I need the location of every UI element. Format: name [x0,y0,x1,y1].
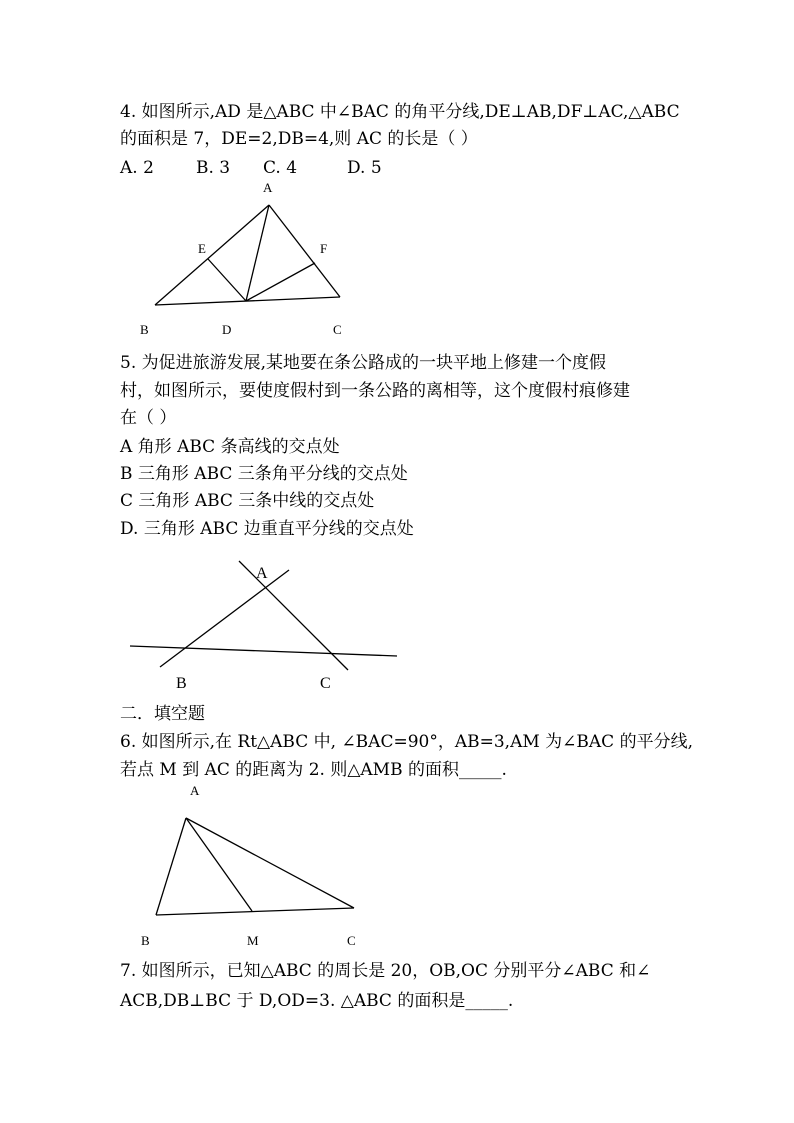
q4-label-d: D [222,322,232,337]
q4-label-f: F [320,241,328,256]
q4-label-e: E [198,241,206,256]
q4-text-line2: 的面积是 7，DE=2,DB=4,则 AC 的长是（ ） [120,129,478,149]
q4-seg-df [246,263,315,301]
q5-figure [125,555,405,695]
q5-option-a: A 角形 ABC 条高线的交点处 [120,437,340,457]
q4-option-b: B. 3 [196,158,231,178]
q6-seg-bc [156,908,354,915]
q5-option-d: D. 三角形 ABC 边重直平分线的交点处 [120,519,414,539]
q6-label-a: A [190,783,200,798]
q6-figure [135,780,370,950]
q5-label-c: C [320,675,331,692]
q6-seg-ab [156,818,186,915]
q4-option-c: C. 4 [263,158,298,178]
q6-label-b: B [141,933,150,948]
q4-option-a: A. 2 [120,158,154,178]
q4-seg-ad [246,205,269,301]
q6-text-line2: 若点 M 到 AC 的距离为 2. 则△AMB 的面积_____. [120,760,507,780]
q5-label-b: B [176,675,187,692]
q4-text-line1: 4. 如图所示,AD 是△ABC 中∠BAC 的角平分线,DE⊥AB,DF⊥AC,△ABC [120,102,680,122]
q5-text-line1: 5. 为促进旅游发展,某地要在条公路成的一块平地上修建一个度假 [120,353,607,373]
q5-road-bc [130,646,397,656]
q4-seg-bc [155,297,340,305]
q4-option-d: D. 5 [347,158,382,178]
q6-label-c: C [347,933,356,948]
q4-label-c: C [333,322,342,337]
section-title: 二．填空题 [120,704,205,724]
q6-text-line1: 6. 如图所示,在 Rt△ABC 中, ∠BAC=90°，AB=3,AM 为∠BAC 的平分线, [120,732,693,752]
q5-option-c: C 三角形 ABC 三条中线的交点处 [120,491,375,511]
q6-seg-ac [186,818,354,908]
q4-label-b: B [140,322,149,337]
q7-text-line2: ACB,DB⊥BC 于 D,OD=3. △ABC 的面积是_____. [120,991,514,1011]
q7-text-line1: 7. 如图所示，已知△ABC 的周长是 20，OB,OC 分别平分∠ABC 和∠ [120,961,651,981]
q4-seg-de [208,259,246,301]
q6-seg-am [186,818,252,911]
q5-text-line2: 村，如图所示，要使度假村到一条公路的离相等，这个度假村痕修建 [120,381,630,401]
q6-label-m: M [247,933,259,948]
q4-label-a: A [263,180,273,195]
q5-text-line3: 在（ ） [120,408,177,428]
q4-figure [130,178,360,343]
q5-road-ab [160,570,289,667]
q4-seg-ab [155,205,269,305]
q5-option-b: B 三角形 ABC 三条角平分线的交点处 [120,464,408,484]
q5-label-a: A [256,565,268,582]
